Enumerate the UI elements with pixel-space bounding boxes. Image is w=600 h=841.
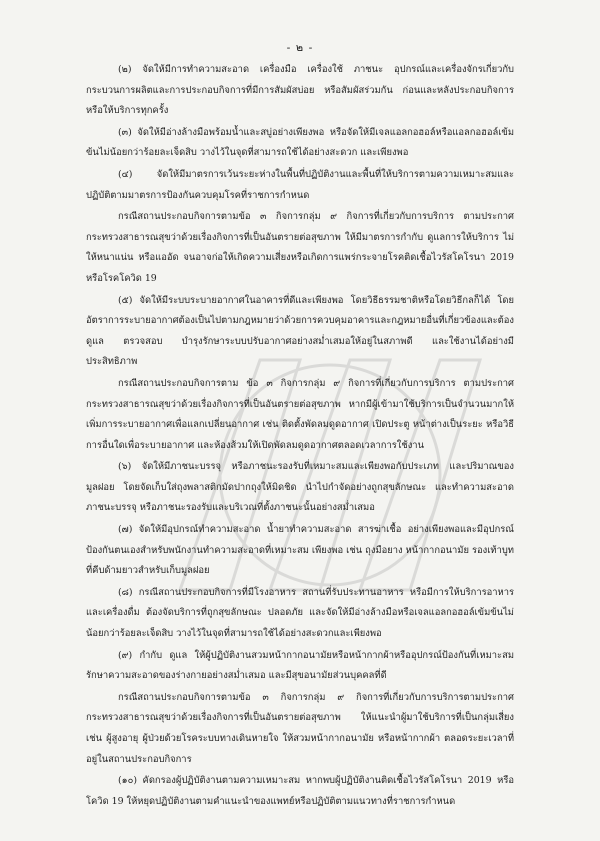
paragraph-item-4: (๔) จัดให้มีมาตรการเว้นระยะห่างในพื้นที่ปฏิบัติงานและพื้นที่ให้บริการตามความเหมาะสมและปฏิบัติตามมาตรการป้องกันควบคุมโรคที่ราชการกำหนด [86,168,514,201]
paragraph-item-6: (๖) จัดให้มีภาชนะบรรจุ หรือภาชนะรองรับที่เหมาะสมและเพียงพอกับประเภท และปริมาณของมูลฝอย โดยจัดเก็บใส่ถุงพลาสติกมัดปากถุงให้มิดชิด นำไปกำจัดอย่างถูกสุขลักษณะ และทำความสะอาดภาชนะบรรจุ หรือภาชนะรองรับและบริเวณที่ตั้งภาชนะนั้นอย่างสม่ำเสมอ [86,461,514,514]
paragraph-case-ventilation: กรณีสถานประกอบกิจการตาม ข้อ ๓ กิจการกลุ่ม ๙ กิจการที่เกี่ยวกับการบริการ ตามประกาศกระทรวงสาธารณสุขว่าด้วยเรื่องกิจการที่เป็นอันตรายต่อสุขภาพ หากมีผู้เข้ามาใช้บริการเป็นจำนวนมากให้เพิ่มการระบายอากาศเพื่อแลกเปลี่ยนอากาศ เช่น ติดตั้งพัดลมดูดอากาศ เปิดประตู หน้าต่างเป็นระยะ หรือวิธีการอื่นใดเพื่อระบายอากาศ และห้องส้วมให้เปิดพัดลมดูดอากาศตลอดเวลาการใช้งาน [86,377,514,451]
paragraph-item-7: (๗) จัดให้มีอุปกรณ์ทำความสะอาด น้ำยาทำความสะอาด สารฆ่าเชื้อ อย่างเพียงพอและมีอุปกรณ์ป้องกันตนเองสำหรับพนักงานทำความสะอาดที่เหมาะสม เพียงพอ เช่น ถุงมือยาง หน้ากากอนามัย รองเท้าบูท ที่คีบด้ามยาวสำหรับเก็บมูลฝอย [86,524,514,577]
paragraph-case-risk-group: กรณีสถานประกอบกิจการตามข้อ ๓ กิจการกลุ่ม ๙ กิจการที่เกี่ยวกับการบริการตามประกาศกระทรวงสาธารณสุขว่าด้วยเรื่องกิจการที่เป็นอันตรายต่อสุขภาพ ให้แนะนำผู้มาใช้บริการที่เป็นกลุ่มเสี่ยง เช่น ผู้สูงอายุ ผู้ป่วยด้วยโรคระบบทางเดินหายใจ ให้สวมหน้ากากอนามัย หรือหน้ากากผ้า ตลอดระยะเวลาที่อยู่ในสถานประกอบกิจการ [86,691,514,765]
paragraph-item-3: (๓) จัดให้มีอ่างล้างมือพร้อมน้ำและสบู่อย่างเพียงพอ หรือจัดให้มีเจลแอลกอฮอล์หรือแอลกอฮอล์เข้มข้นไม่น้อยกว่าร้อยละเจ็ดสิบ วางไว้ในจุดที่สามารถใช้ได้อย่างสะดวก และเพียงพอ [86,126,514,159]
paragraph-item-2: (๒) จัดให้มีการทำความสะอาด เครื่องมือ เครื่องใช้ ภาชนะ อุปกรณ์และเครื่องจักรเกี่ยวกับกระบวนการผลิตและการประกอบกิจการที่มีการสัมผัสบ่อย หรือสัมผัสร่วมกัน ก่อนและหลังประกอบกิจการหรือให้บริการทุกครั้ง [86,64,514,117]
paragraph-case-crowding: กรณีสถานประกอบกิจการตามข้อ ๓ กิจการกลุ่ม ๙ กิจการที่เกี่ยวกับการบริการ ตามประกาศกระทรวงสาธารณสุขว่าด้วยเรื่องกิจการที่เป็นอันตรายต่อสุขภาพ ให้มีมาตรการกำกับ ดูแลการให้บริการ ไม่ให้หนาแน่น หรือแออัด จนอาจก่อให้เกิดความเสี่ยงหรือเกิดการแพร่กระจายโรคติดเชื้อไวรัสโคโรนา 2019 หรือโรคโควิด 19 [86,211,514,284]
paragraph-item-5: (๕) จัดให้มีระบบระบายอากาศในอาคารที่ดีและเพียงพอ โดยวิธีธรรมชาติหรือโดยวิธีกลก็ได้ โดยอัตราการระบายอากาศต้องเป็นไปตามกฎหมายว่าด้วยการควบคุมอาคารและกฎหมายอื่นที่เกี่ยวข้องและต้องดูแล ตรวจสอบ บำรุงรักษาระบบปรับอากาศอย่างสม่ำเสมอให้อยู่ในสภาพดี และใช้งานได้อย่างมีประสิทธิภาพ [86,294,514,368]
document-body [86,60,514,813]
paragraph-item-8: (๘) กรณีสถานประกอบกิจการที่มีโรงอาหาร สถานที่รับประทานอาหาร หรือมีการให้บริการอาหารและเครื่องดื่ม ต้องจัดบริการที่ถูกสุขลักษณะ ปลอดภัย และจัดให้มีอ่างล้างมือหรือเจลแอลกอฮอล์เข้มข้นไม่น้อยกว่าร้อยละเจ็ดสิบ วางไว้ในจุดที่สามารถใช้ได้อย่างสะดวกและเพียงพอ [86,586,514,640]
paragraph-item-9: (๙) กำกับ ดูแล ให้ผู้ปฏิบัติงานสวมหน้ากากอนามัยหรือหน้ากากผ้าหรืออุปกรณ์ป้องกันที่เหมาะสม รักษาความสะอาดของร่างกายอย่างสม่ำเสมอ และมีสุขอนามัยส่วนบุคคลที่ดี [86,649,514,682]
page-number: - ๒ - [286,41,314,54]
paragraph-item-10: (๑๐) คัดกรองผู้ปฏิบัติงานตามความเหมาะสม หากพบผู้ปฏิบัติงานติดเชื้อไวรัสโคโรนา 2019 หรือโควิด 19 ให้หยุดปฏิบัติงานตามคำแนะนำของแพทย์หรือปฏิบัติตามแนวทางที่ราชการกำหนด [86,775,514,807]
